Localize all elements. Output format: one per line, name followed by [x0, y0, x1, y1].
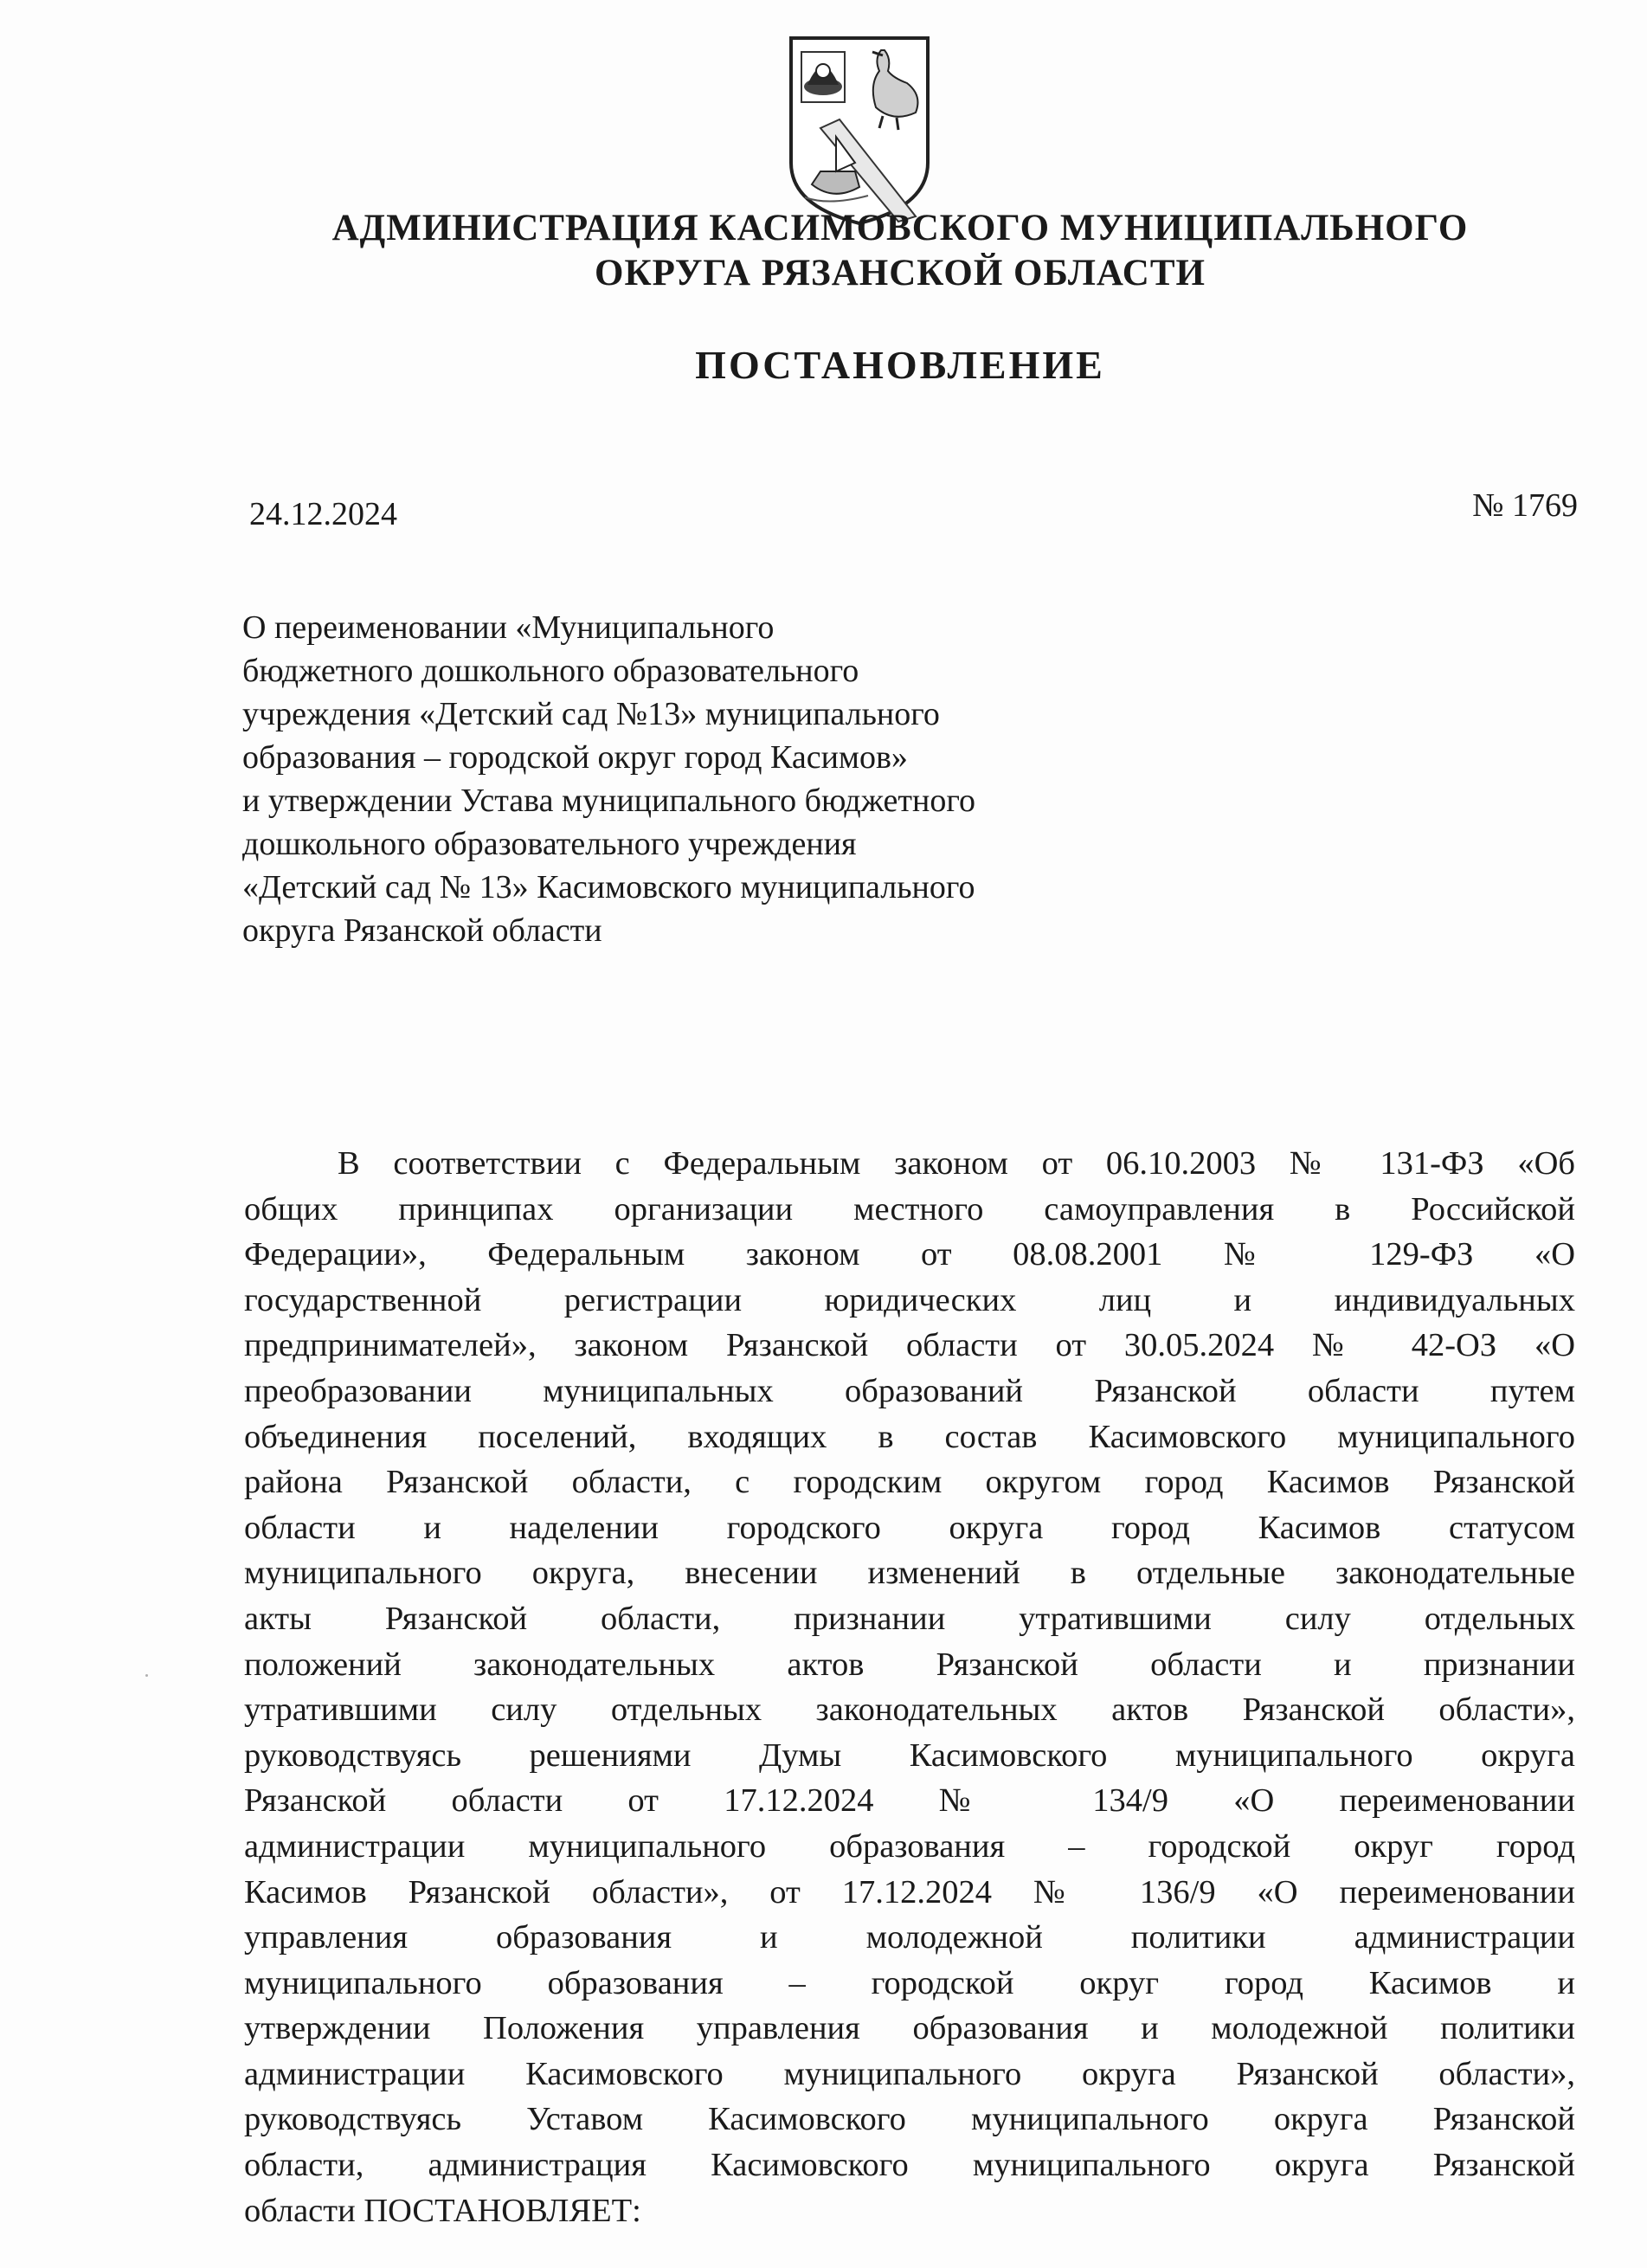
body-line: В соответствии с Федеральным законом от 06.10.2003 № 131-ФЗ «Об: [338, 1145, 1575, 1182]
body-line: администрации Касимовского муниципального округа Рязанской области»,: [244, 2055, 1575, 2092]
body-line: области, администрация Касимовского муниципального округа Рязанской: [244, 2147, 1575, 2184]
body-line: муниципального округа, внесении изменений в отдельные законодательные: [244, 1555, 1575, 1592]
subject-line: «Детский сад № 13» Касимовского муниципального: [242, 869, 975, 905]
paper-speck: [145, 1674, 148, 1677]
body-line: Рязанской области от 17.12.2024 № 134/9 «О переименовании: [244, 1782, 1575, 1820]
body-line: управления образования и молодежной политики администрации: [244, 1919, 1575, 1956]
body-line: объединения поселений, входящих в состав Касимовского муниципального: [244, 1418, 1575, 1455]
body-line: общих принципах организации местного самоуправления в Российской: [244, 1190, 1575, 1227]
body-line: преобразовании муниципальных образований Рязанской области путем: [244, 1372, 1575, 1409]
subject-line: округа Рязанской области: [242, 912, 602, 949]
document-number: № 1769: [1472, 487, 1578, 524]
body-line: администрации муниципального образования – городской округ город: [244, 1827, 1575, 1865]
subject-line: образования – городской округ город Касимов»: [242, 739, 908, 776]
subject-line: О переименовании «Муниципального: [242, 609, 775, 646]
coat-of-arms-emblem: [786, 33, 933, 228]
body-line: области ПОСТАНОВЛЯЕТ:: [244, 2192, 641, 2229]
body-line: Федерации», Федеральным законом от 08.08.2001 № 129-ФЗ «О: [244, 1236, 1575, 1273]
body-line: государственной регистрации юридических лиц и индивидуальных: [244, 1281, 1575, 1318]
subject-line: учреждения «Детский сад №13» муниципального: [242, 696, 940, 732]
subject-line: и утверждении Устава муниципального бюджетного: [242, 783, 975, 819]
body-line: утверждении Положения управления образования и молодежной политики: [244, 2010, 1575, 2047]
document-type-heading: ПОСТАНОВЛЕНИЕ: [695, 343, 1105, 387]
body-line: руководствуясь Уставом Касимовского муниципального округа Рязанской: [244, 2101, 1575, 2138]
document-subject: [242, 606, 1194, 952]
body-line: района Рязанской области, с городским округом город Касимов Рязанской: [244, 1464, 1575, 1501]
body-line: области и наделении городского округа город Касимов статусом: [244, 1509, 1575, 1546]
subject-line: дошкольного образовательного учреждения: [242, 826, 857, 862]
subject-line: бюджетного дошкольного образовательного: [242, 653, 859, 689]
organization-title-line-2: ОКРУГА РЯЗАНСКОЙ ОБЛАСТИ: [595, 253, 1206, 293]
body-line: утратившими силу отдельных законодательных актов Рязанской области»,: [244, 1691, 1575, 1729]
body-line: акты Рязанской области, признании утратившими силу отдельных: [244, 1600, 1575, 1637]
body-line: Касимов Рязанской области», от 17.12.2024 № 136/9 «О переименовании: [244, 1873, 1575, 1910]
document-date: 24.12.2024: [249, 496, 397, 532]
document-body: [244, 1141, 1575, 2233]
body-line: предпринимателей», законом Рязанской области от 30.05.2024 № 42-ОЗ «О: [244, 1327, 1575, 1364]
body-line: положений законодательных актов Рязанской области и признании: [244, 1646, 1575, 1683]
organization-title-line-1: АДМИНИСТРАЦИЯ КАСИМОВСКОГО МУНИЦИПАЛЬНОГО: [331, 208, 1469, 248]
body-line: руководствуясь решениями Думы Касимовского муниципального округа: [244, 1736, 1575, 1774]
body-line: муниципального образования – городской округ город Касимов и: [244, 1964, 1575, 2001]
